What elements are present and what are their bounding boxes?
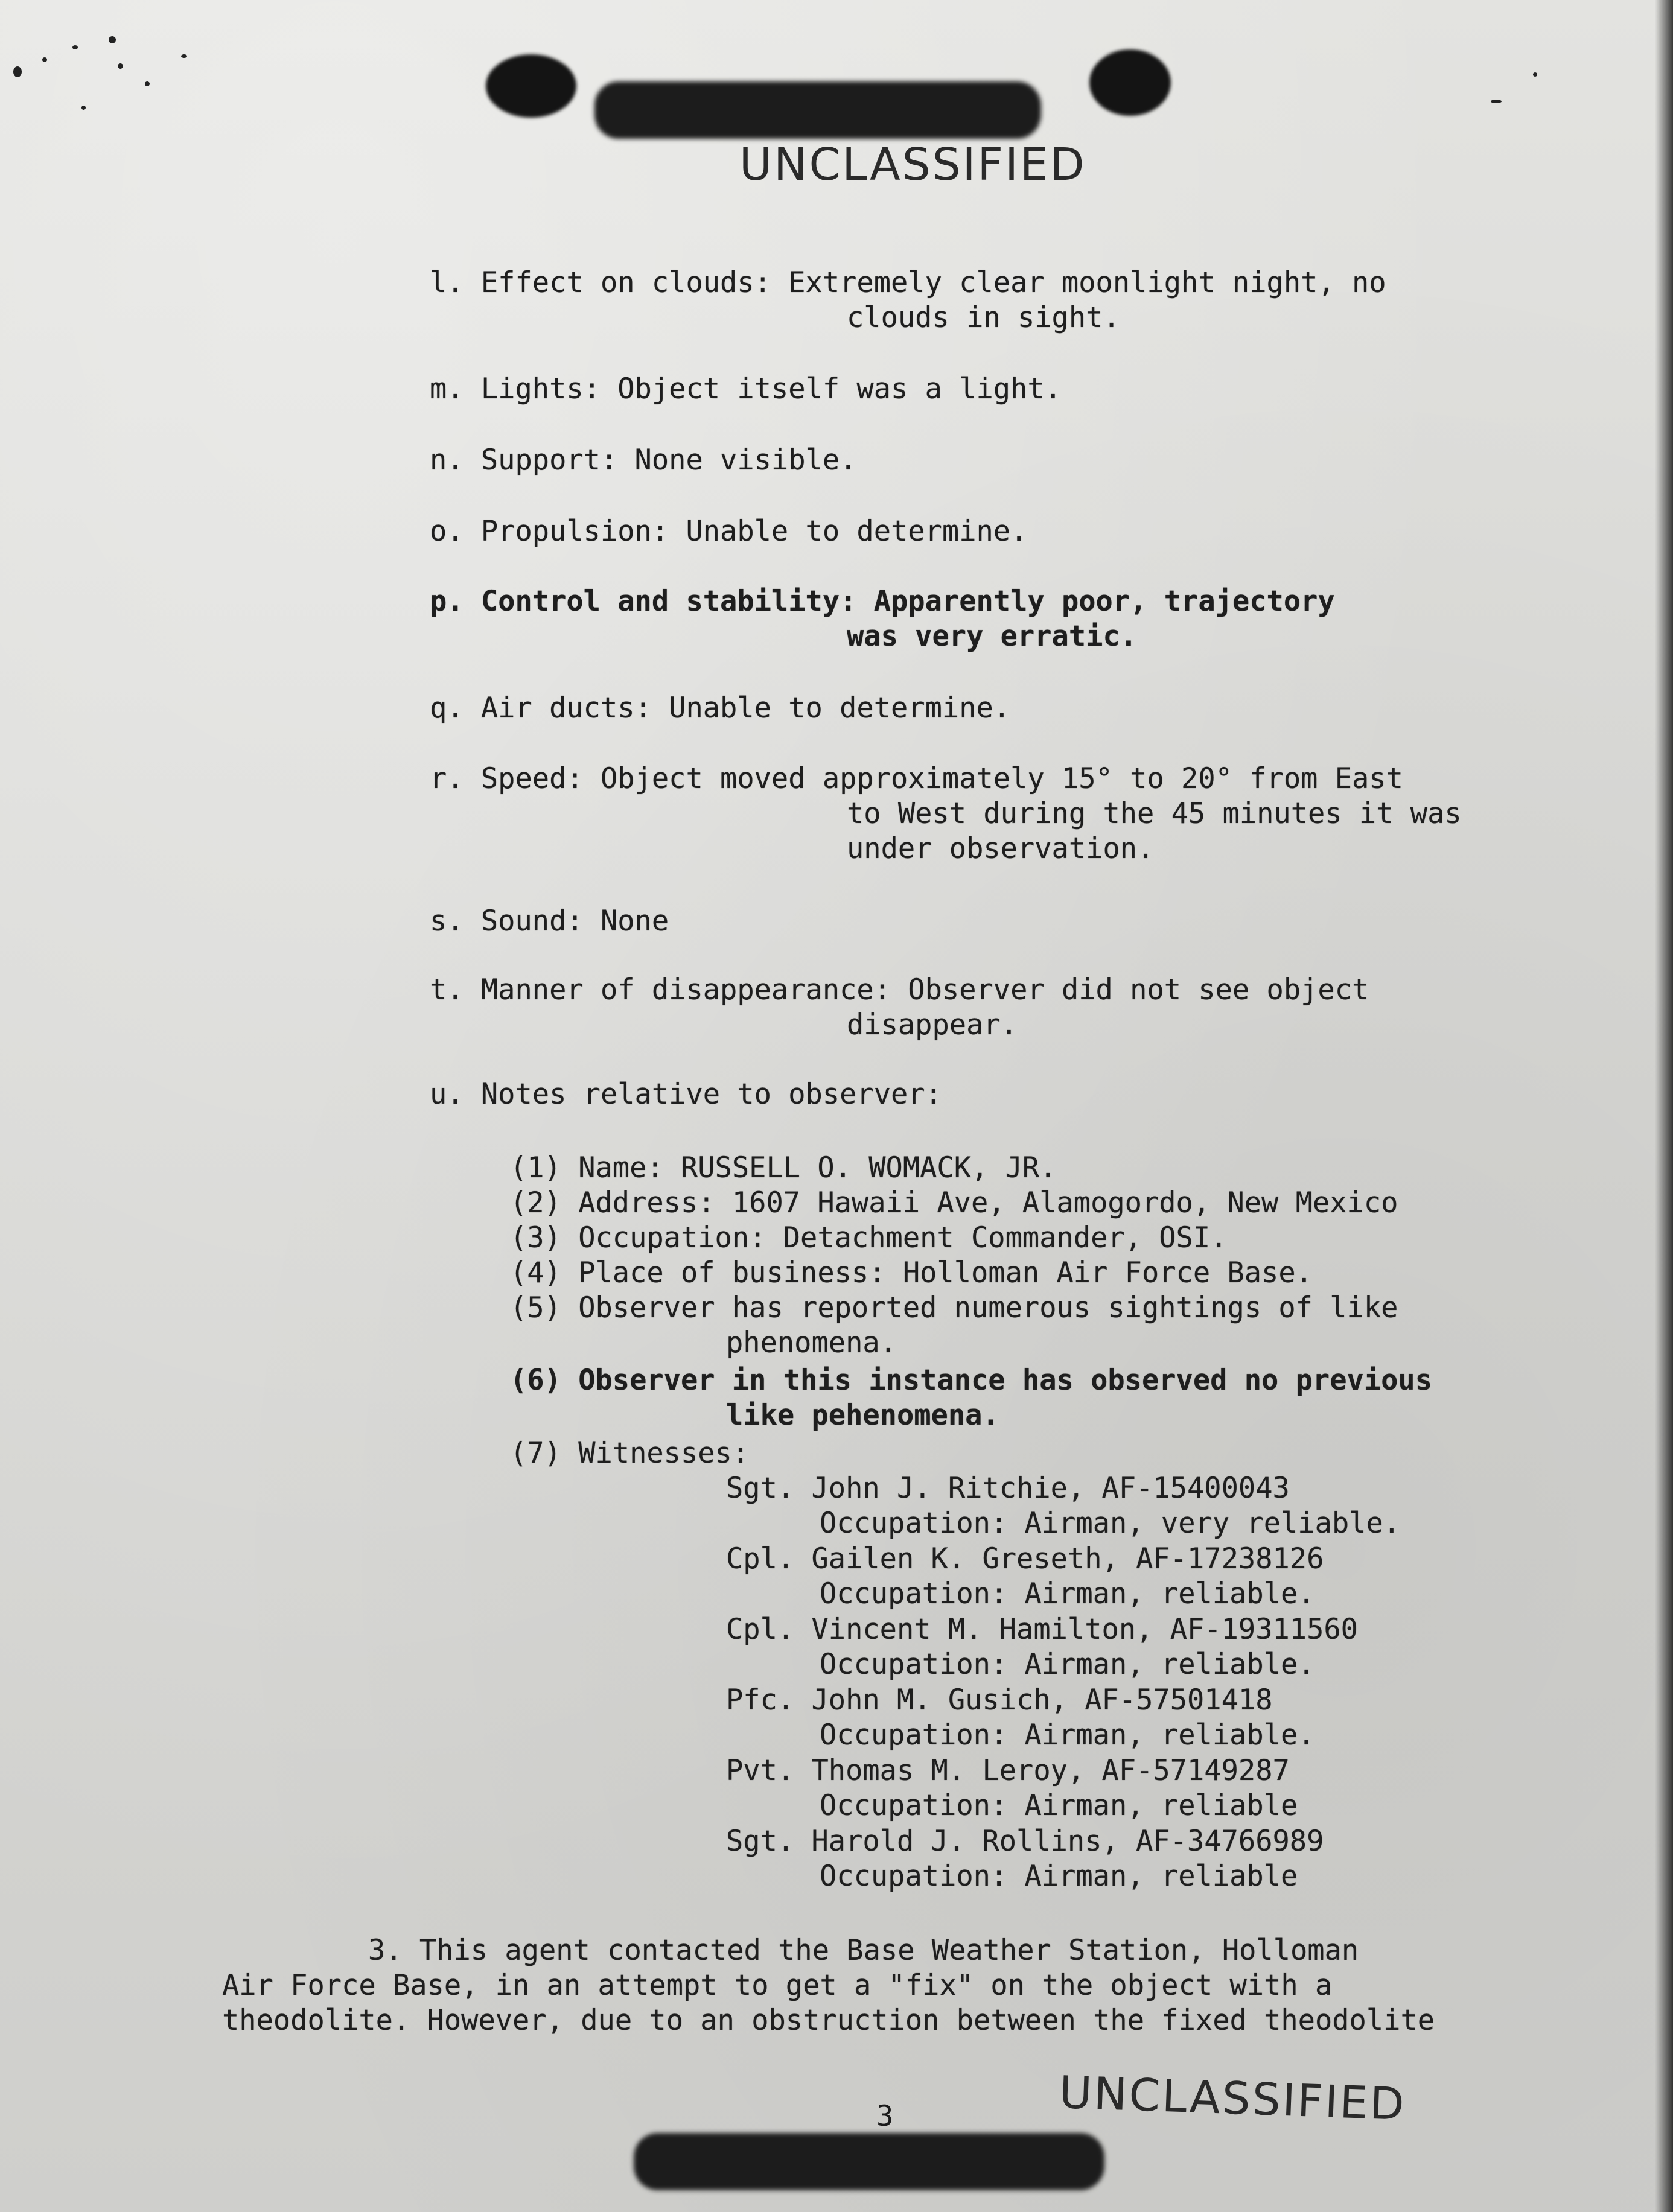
page-number: 3 <box>876 2100 894 2133</box>
item-s: s. Sound: None <box>430 904 669 938</box>
paragraph-3-line-3: theodolite. However, due to an obstruction between the fixed theodolite <box>222 2004 1435 2037</box>
punch-hole-left <box>486 54 576 118</box>
scan-speck <box>109 36 116 43</box>
note-6-cont: like pehenomena. <box>726 1399 999 1432</box>
item-n: n. Support: None visible. <box>430 443 857 477</box>
note-3: (3) Occupation: Detachment Commander, OSI. <box>510 1221 1228 1254</box>
scan-speck <box>81 106 86 110</box>
scan-speck <box>181 54 187 58</box>
item-r-cont-2: under observation. <box>847 832 1155 865</box>
paragraph-3-line-2: Air Force Base, in an attempt to get a "fix" on the object with a <box>222 1969 1333 2002</box>
item-t-cont: disappear. <box>847 1008 1018 1041</box>
item-r-cont-1: to West during the 45 minutes it was <box>847 797 1462 830</box>
scan-edge-shadow <box>1655 0 1673 2212</box>
item-q: q. Air ducts: Unable to determine. <box>430 691 1011 725</box>
witness-2-name: Cpl. Gailen K. Greseth, AF-17238126 <box>726 1542 1324 1575</box>
witness-5-name: Pvt. Thomas M. Leroy, AF-57149287 <box>726 1754 1290 1787</box>
item-p-cont: was very erratic. <box>847 620 1138 653</box>
note-5-cont: phenomena. <box>726 1326 897 1359</box>
redacted-classification-bottom <box>634 2133 1104 2190</box>
witness-4-name: Pfc. John M. Gusich, AF-57501418 <box>726 1683 1273 1717</box>
scan-speck <box>118 63 123 69</box>
scan-speck <box>13 66 22 77</box>
scan-speck <box>145 81 150 86</box>
item-u: u. Notes relative to observer: <box>430 1078 942 1111</box>
item-t: t. Manner of disappearance: Observer did not see object <box>430 973 1369 1006</box>
classification-stamp-bottom: UNCLASSIFIED <box>1058 2066 1407 2131</box>
note-5: (5) Observer has reported numerous sightings of like <box>510 1291 1398 1324</box>
punch-hole-right <box>1089 49 1171 116</box>
redacted-classification-top <box>594 81 1041 139</box>
item-l-cont: clouds in sight. <box>847 301 1120 334</box>
item-r: r. Speed: Object moved approximately 15° to 20° from East <box>430 762 1403 795</box>
scan-speck <box>1491 100 1502 103</box>
witness-6-name: Sgt. Harold J. Rollins, AF-34766989 <box>726 1825 1324 1858</box>
witness-6-occupation: Occupation: Airman, reliable <box>820 1860 1298 1893</box>
scan-speck <box>42 57 47 62</box>
item-m: m. Lights: Object itself was a light. <box>430 372 1062 405</box>
witness-3-name: Cpl. Vincent M. Hamilton, AF-19311560 <box>726 1613 1358 1646</box>
note-1: (1) Name: RUSSELL O. WOMACK, JR. <box>510 1151 1057 1184</box>
witness-3-occupation: Occupation: Airman, reliable. <box>820 1648 1315 1681</box>
note-4: (4) Place of business: Holloman Air Force Base. <box>510 1256 1313 1289</box>
witness-4-occupation: Occupation: Airman, reliable. <box>820 1718 1315 1752</box>
scan-speck <box>1533 72 1537 77</box>
note-6: (6) Observer in this instance has observed no previous <box>510 1364 1433 1397</box>
scan-speck <box>72 45 78 49</box>
note-7: (7) Witnesses: <box>510 1437 750 1470</box>
witness-1-occupation: Occupation: Airman, very reliable. <box>820 1507 1401 1540</box>
classification-stamp-top: UNCLASSIFIED <box>739 139 1086 191</box>
witness-2-occupation: Occupation: Airman, reliable. <box>820 1577 1315 1610</box>
item-o: o. Propulsion: Unable to determine. <box>430 515 1028 548</box>
note-2: (2) Address: 1607 Hawaii Ave, Alamogordo, New Mexico <box>510 1186 1398 1219</box>
item-p: p. Control and stability: Apparently poor, trajectory <box>430 585 1335 618</box>
item-l: l. Effect on clouds: Extremely clear moonlight night, no <box>430 266 1386 299</box>
witness-1-name: Sgt. John J. Ritchie, AF-15400043 <box>726 1472 1290 1505</box>
witness-5-occupation: Occupation: Airman, reliable <box>820 1789 1298 1822</box>
paragraph-3-line-1: 3. This agent contacted the Base Weather Station, Holloman <box>368 1934 1359 1967</box>
